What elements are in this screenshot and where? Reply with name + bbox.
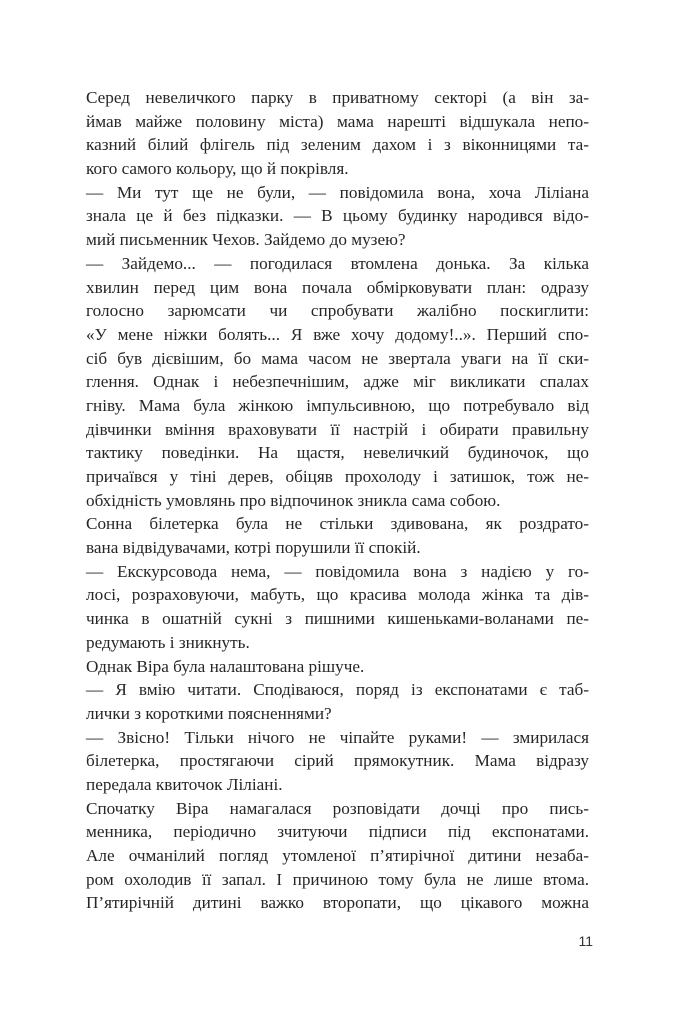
text-line: дівчинки вміння враховувати її настрій і обирати правильну xyxy=(86,419,589,439)
text-line: редумають і зникнуть. xyxy=(86,632,250,652)
text-line: сіб був дієвішим, бо мама часом не звертала уваги на її ски- xyxy=(86,348,589,368)
text-line: голосно зарюмсати чи спробувати жалібно поскиглити: xyxy=(86,301,589,321)
text-line: кого самого кольору, що й покрівля. xyxy=(86,159,349,179)
text-line: мий письменник Чехов. Зайдемо до музею? xyxy=(86,230,406,250)
text-line: ймав майже половину міста) мама нарешті відшукала непо- xyxy=(86,111,589,131)
text-line: казний білий флігель під зеленим дахом і з віконницями та- xyxy=(86,135,589,155)
text-line: вана відвідувачами, котрі порушили її спокій. xyxy=(86,538,421,558)
text-line: Спочатку Віра намагалася розповідати дочці про пись- xyxy=(86,798,589,818)
text-line: менника, періодично зчитуючи підписи під експонатами. xyxy=(86,822,589,842)
text-line: Сонна білетерка була не стільки здивована, як роздрато- xyxy=(86,514,589,534)
text-line: хвилин перед цим вона почала обмірковувати план: одразу xyxy=(86,277,589,297)
text-line: обхідність умовлянь про відпочинок зникла сама собою. xyxy=(86,490,501,510)
text-line: причаївся у тіні дерев, обіцяв прохолоду і затишок, тож не- xyxy=(86,467,589,486)
text-line: лосі, розраховуючи, мабуть, що красива молода жінка та дів- xyxy=(86,585,589,605)
text-line: знала це й без підказки. — В цьому будинку народився відо- xyxy=(86,206,589,226)
text-line: білетерка, простягаючи сірий прямокутник. Мама відразу xyxy=(86,751,589,771)
text-line: глення. Однак і небезпечнішим, адже міг викликати спалах xyxy=(86,372,589,392)
text-line: П’ятирічній дитині важко второпати, що цікавого можна xyxy=(86,893,589,913)
text-line: лички з короткими поясненнями? xyxy=(86,703,332,723)
text-line: «У мене ніжки болять... Я вже хочу додому!..». Перший спо- xyxy=(86,324,589,344)
book-page-text xyxy=(86,86,589,915)
text-line: — Я вмію читати. Сподіваюся, поряд із експонатами є таб- xyxy=(86,680,589,700)
text-line: — Ми тут ще не були, — повідомила вона, хоча Ліліана xyxy=(86,182,589,202)
text-line: гніву. Мама була жінкою імпульсивною, що потребувало від xyxy=(86,395,589,415)
text-line: — Зайдемо... — погодилася втомлена донька. За кілька xyxy=(86,253,589,273)
text-line: — Звісно! Тільки нічого не чіпайте руками! — змирилася xyxy=(86,727,589,747)
text-line: — Екскурсовода нема, — повідомила вона з надією у го- xyxy=(86,561,589,581)
text-line: Серед невеличкого парку в приватному секторі (а він за- xyxy=(86,88,589,107)
page-number: 11 xyxy=(578,933,593,949)
text-line: Однак Віра була налаштована рішуче. xyxy=(86,656,365,676)
text-line: ром охолодив її запал. І причиною тому була не лише втома. xyxy=(86,869,589,889)
text-line: чинка в ошатній сукні з пишними кишеньками-воланами пе- xyxy=(86,609,589,629)
text-line: Але очманілий погляд утомленої п’ятирічної дитини незаба- xyxy=(86,846,589,865)
text-line: передала квиточок Ліліані. xyxy=(86,774,283,794)
text-line: тактику поведінки. На щастя, невеличкий будиночок, що xyxy=(86,443,589,463)
